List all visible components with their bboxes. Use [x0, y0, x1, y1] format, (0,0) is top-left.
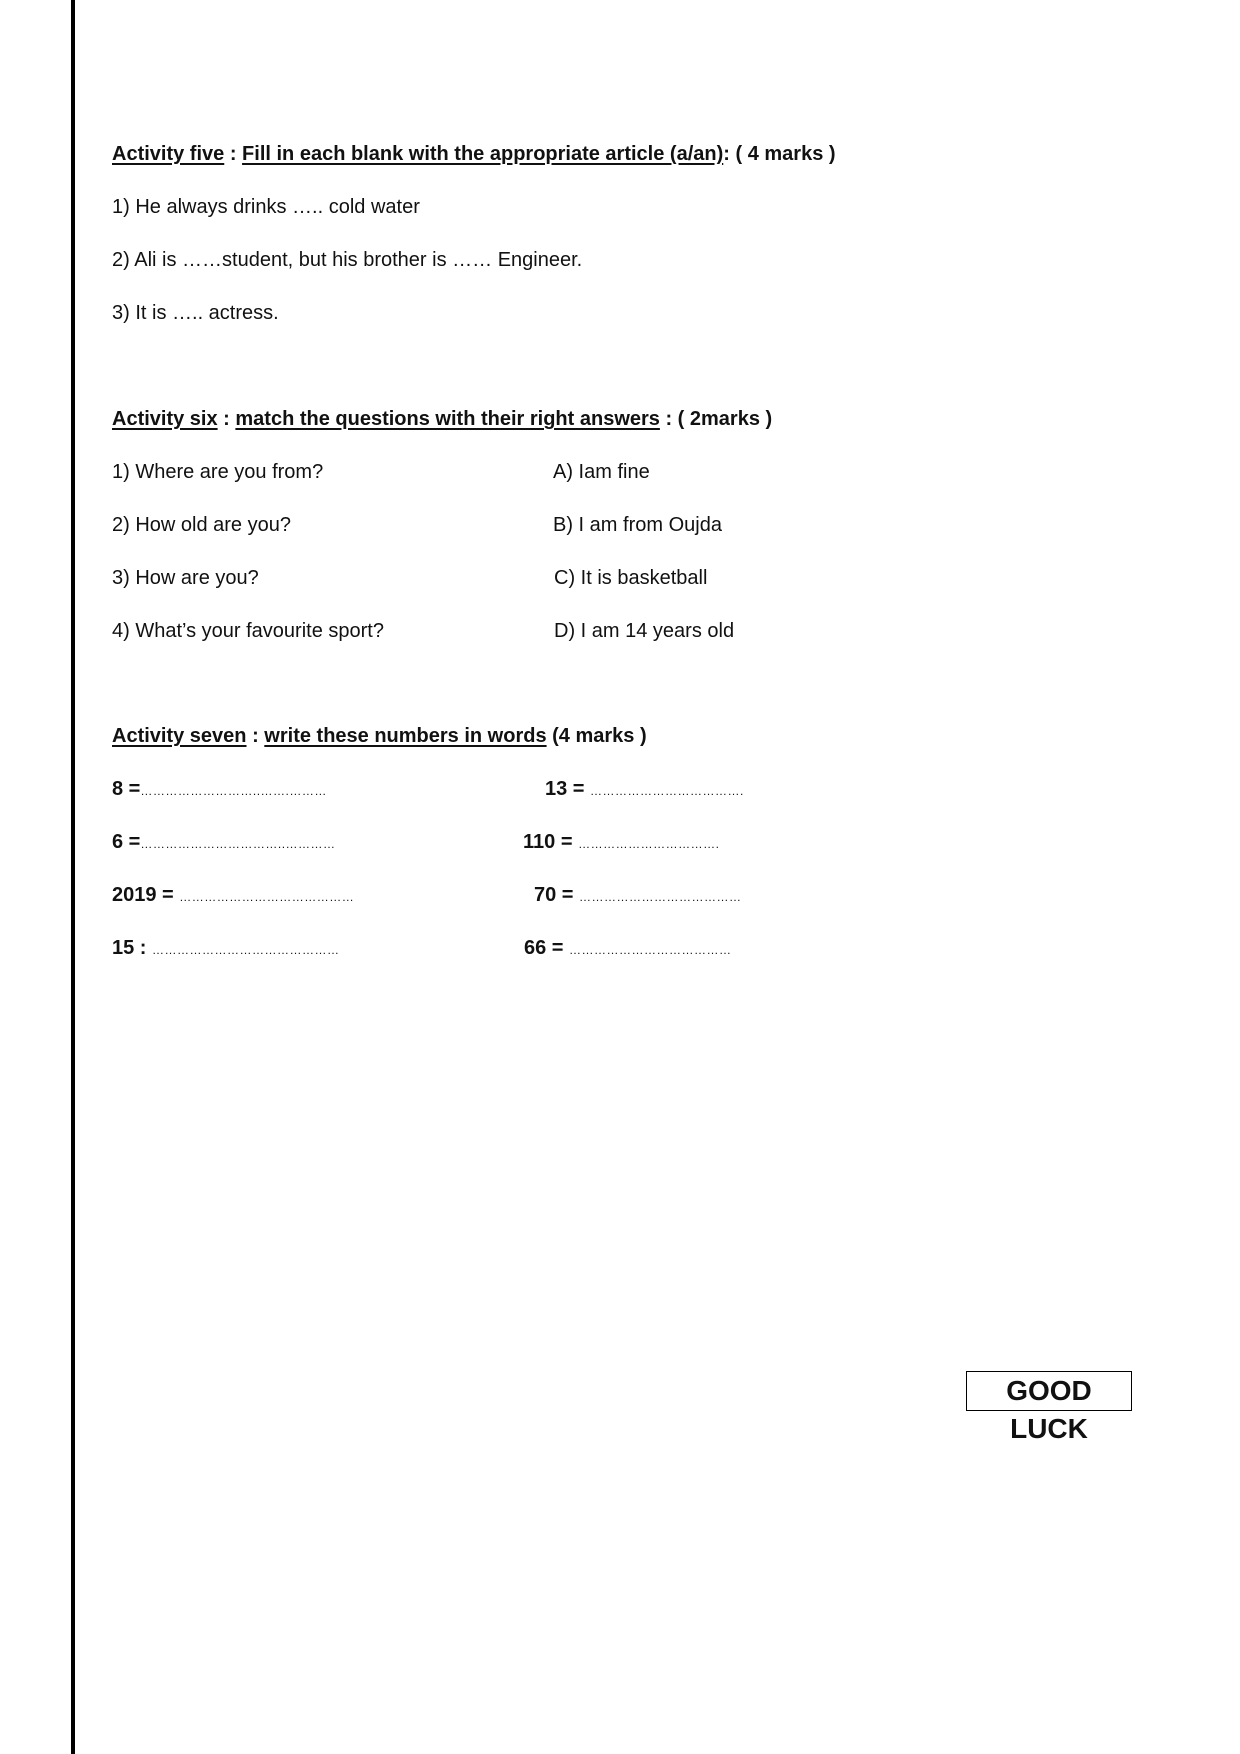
activity-five-item-2: 2) Ali is ……student, but his brother is …… Engineer. — [112, 249, 583, 271]
answer-blank: ……………………………. — [578, 837, 720, 851]
answer-blank: ………………………………… — [569, 943, 732, 957]
activity-five-item-1: 1) He always drinks ….. cold water — [112, 196, 420, 218]
number-item — [545, 778, 744, 801]
answer-blank: ……………………………..………… — [140, 837, 336, 851]
number-label: 66 = — [524, 937, 570, 959]
question-3: 3) How are you? — [112, 567, 259, 589]
activity-title: Activity five — [112, 143, 225, 165]
question-4: 4) What’s your favourite sport? — [112, 620, 384, 642]
activity-five-item-3: 3) It is ….. actress. — [112, 302, 279, 324]
activity-instruction: write these numbers in words — [264, 725, 547, 747]
activity-instruction: match the questions with their right answers — [235, 408, 660, 430]
answer-blank: ………………………..…….……… — [140, 784, 327, 798]
answer-blank: ………………………………. — [590, 784, 744, 798]
number-label: 70 = — [534, 884, 580, 906]
activity-instruction: Fill in each blank with the appropriate article (a/an) — [242, 143, 724, 165]
heading-separator: : — [246, 725, 265, 747]
number-label: 2019 = — [112, 884, 180, 906]
number-item — [112, 831, 336, 854]
number-item — [112, 884, 354, 907]
activity-marks: : ( 2marks ) — [659, 408, 773, 430]
activity-title: Activity seven — [112, 725, 247, 747]
number-label: 8 = — [112, 778, 141, 800]
number-item — [112, 937, 340, 960]
answer-d: D) I am 14 years old — [554, 620, 735, 642]
number-label: 6 = — [112, 831, 141, 853]
answer-blank: …………………………………… — [179, 890, 355, 904]
number-item — [534, 884, 742, 907]
heading-separator: : — [224, 143, 243, 165]
good-luck-box: GOOD LUCK — [966, 1371, 1132, 1411]
number-item — [523, 831, 719, 854]
activity-marks: : ( 4 marks ) — [723, 143, 836, 165]
number-label: 13 = — [545, 778, 591, 800]
answer-blank: ……………………………………… — [152, 943, 340, 957]
activity-seven-heading — [112, 725, 647, 748]
activity-title: Activity six — [112, 408, 218, 430]
answer-b: B) I am from Oujda — [553, 514, 722, 536]
answer-a: A) Iam fine — [553, 461, 650, 483]
number-item — [112, 778, 327, 801]
activity-marks: (4 marks ) — [546, 725, 647, 747]
question-1: 1) Where are you from? — [112, 461, 324, 483]
activity-five-heading — [112, 143, 836, 166]
answer-blank: ………………………………… — [579, 890, 742, 904]
question-2: 2) How old are you? — [112, 514, 291, 536]
number-label: 15 : — [112, 937, 153, 959]
number-item — [524, 937, 732, 960]
answer-c: C) It is basketball — [554, 567, 708, 589]
activity-six-heading — [112, 408, 772, 431]
heading-separator: : — [217, 408, 236, 430]
margin-rule — [71, 0, 75, 1754]
number-label: 110 = — [523, 831, 579, 853]
